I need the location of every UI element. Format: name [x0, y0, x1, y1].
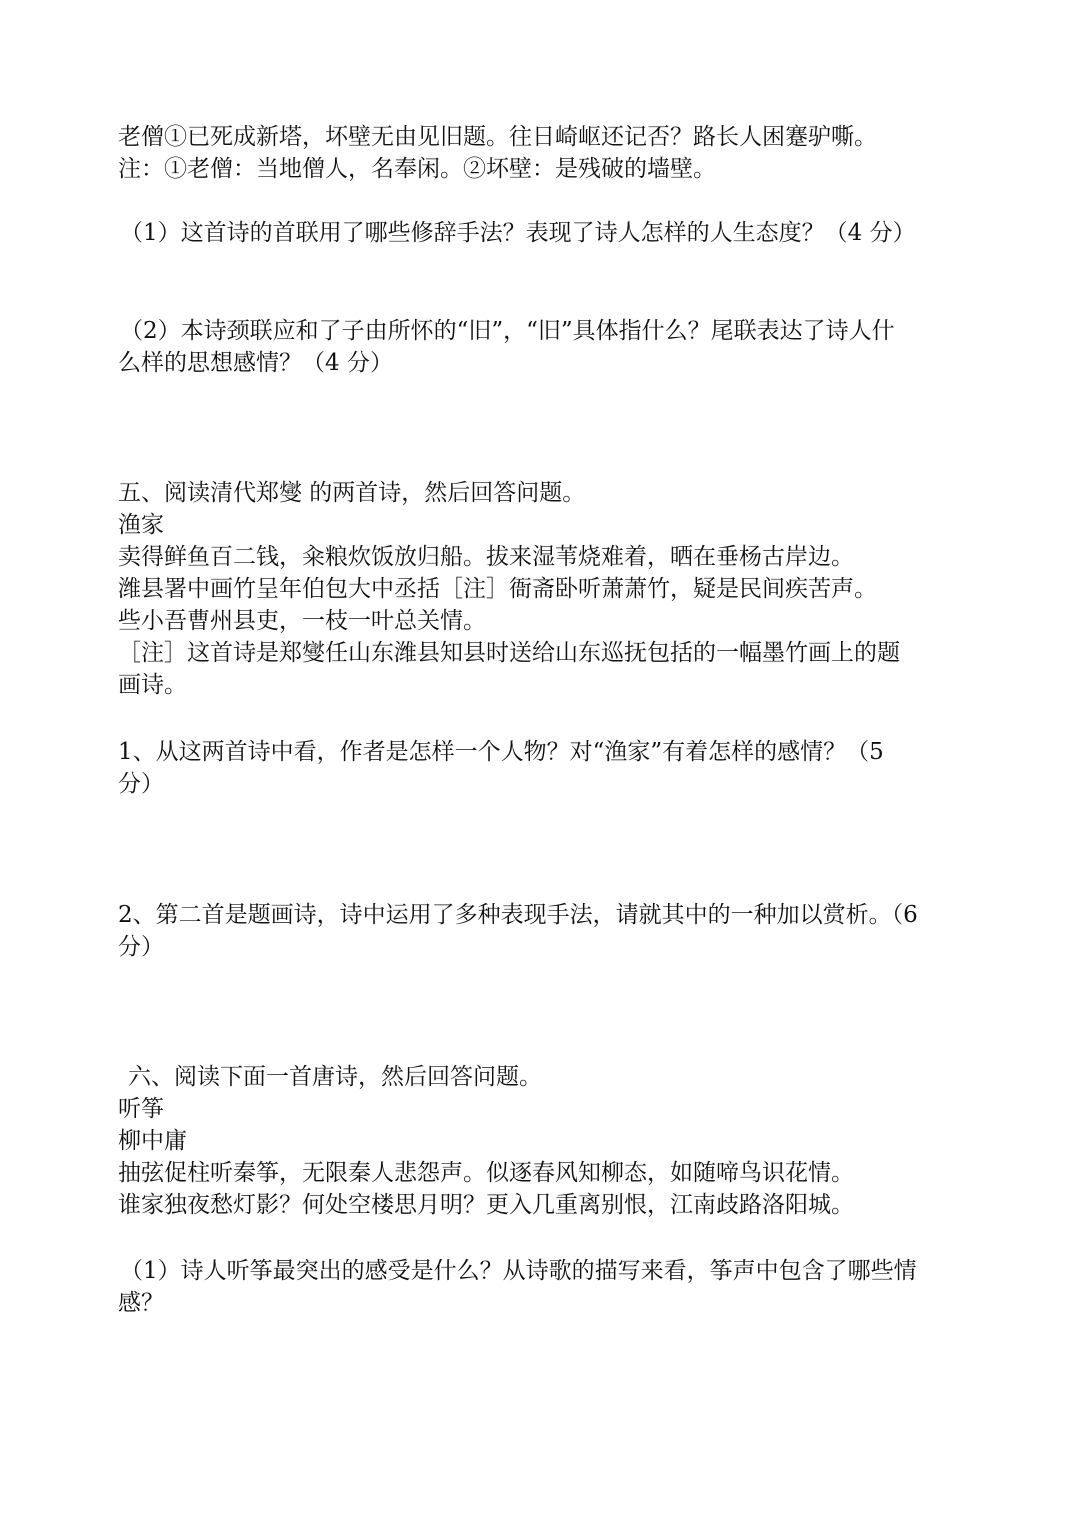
- footnote-line1: ［注］这首诗是郑燮任山东潍县知县时送给山东巡抚包括的一幅墨竹画上的题: [118, 640, 900, 666]
- poem-footnote: 注：①老僧：当地僧人，名奉闲。②坏壁：是残破的墙壁。: [118, 156, 716, 182]
- poem-title-tingzheng: 听筝: [118, 1096, 164, 1122]
- section-5-heading: 五、阅读清代郑燮 的两首诗，然后回答问题。: [118, 480, 586, 506]
- poem-line: 老僧①已死成新塔，坏壁无由见旧题。往日崎岖还记否？路长人困蹇驴嘶。: [118, 124, 877, 150]
- footnote-line2: 画诗。: [118, 672, 187, 698]
- poem-tingzheng-line1: 抽弦促柱听秦筝，无限秦人悲怨声。似逐春风知柳态，如随啼鸟识花情。: [118, 1160, 854, 1186]
- poem-tingzheng-line2: 谁家独夜愁灯影？何处空楼思月明？更入几重离别恨，江南歧路洛阳城。: [118, 1192, 854, 1218]
- section-5-question-2-line1: 2、第二首是题画诗，诗中运用了多种表现手法，请就其中的一种加以赏析。（6: [118, 902, 918, 928]
- section-6-heading: 六、阅读下面一首唐诗，然后回答问题。: [128, 1064, 542, 1090]
- poem-title-yujia: 渔家: [118, 512, 164, 538]
- question-2-line1: （2）本诗颈联应和了子由所怀的“旧”，“旧”具体指什么？尾联表达了诗人什: [120, 318, 895, 344]
- section-6-question-1-line2: 感？: [118, 1290, 164, 1316]
- poem-yujia-line: 卖得鲜鱼百二钱，籴粮炊饭放归船。拔来湿苇烧难着，晒在垂杨古岸边。: [118, 544, 854, 570]
- poem-weixian-line1: 潍县署中画竹呈年伯包大中丞括［注］衙斋卧听萧萧竹，疑是民间疾苦声。: [118, 576, 877, 602]
- poem-author: 柳中庸: [118, 1128, 187, 1154]
- section-5-question-2-line2: 分）: [118, 934, 164, 960]
- section-5-question-1-line1: 1、从这两首诗中看，作者是怎样一个人物？对“渔家”有着怎样的感情？（5: [118, 739, 884, 765]
- question-1: （1）这首诗的首联用了哪些修辞手法？表现了诗人怎样的人生态度？（4 分）: [120, 220, 916, 246]
- poem-weixian-line2: 些小吾曹州县吏，一枝一叶总关情。: [118, 608, 486, 634]
- question-2-line2: 么样的思想感情？（4 分）: [118, 350, 393, 376]
- section-5-question-1-line2: 分）: [118, 771, 164, 797]
- section-6-question-1-line1: （1）诗人听筝最突出的感受是什么？从诗歌的描写来看，筝声中包含了哪些情: [120, 1258, 917, 1284]
